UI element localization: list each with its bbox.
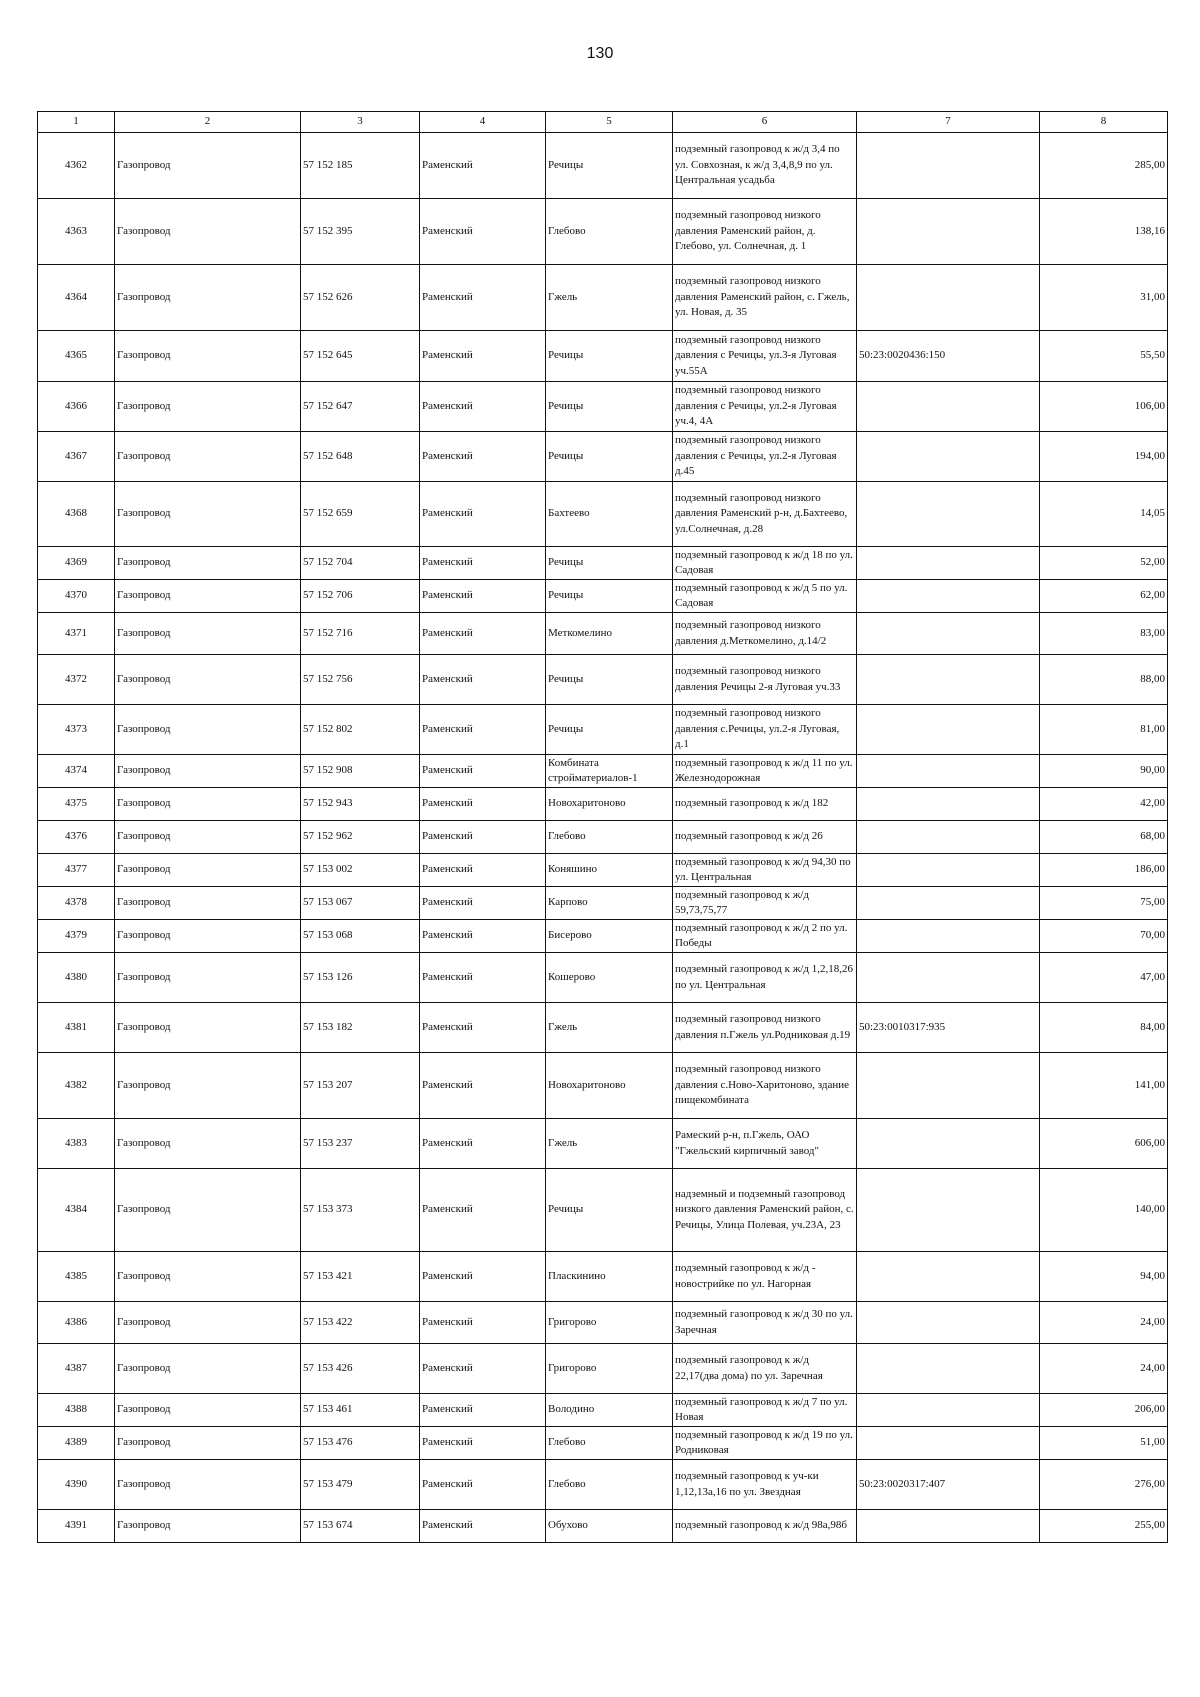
table-row [38,1119,1168,1169]
object-code-cell: 57 152 645 [301,331,420,382]
district-cell: Раменский [420,1252,546,1302]
locality-cell: Новохаритоново [546,1053,673,1119]
object-code-cell: 57 152 962 [301,821,420,854]
row-number-cell: 4381 [38,1003,115,1053]
length-cell: 285,00 [1040,133,1168,199]
table-row [38,331,1168,382]
object-type-cell: Газопровод [115,953,301,1003]
cadastral-number-cell [857,705,1040,755]
district-cell: Раменский [420,1510,546,1543]
table-row [38,1053,1168,1119]
column-header: 2 [115,112,301,133]
column-header: 5 [546,112,673,133]
district-cell: Раменский [420,382,546,432]
object-code-cell: 57 153 067 [301,887,420,920]
table-row [38,1394,1168,1427]
district-cell: Раменский [420,1344,546,1394]
length-cell: 68,00 [1040,821,1168,854]
length-cell: 47,00 [1040,953,1168,1003]
row-number-cell: 4388 [38,1394,115,1427]
length-cell: 70,00 [1040,920,1168,953]
object-code-cell: 57 152 706 [301,580,420,613]
object-type-cell: Газопровод [115,482,301,547]
object-type-cell: Газопровод [115,265,301,331]
description-cell: подземный газопровод к ж/д 18 по ул. Садовая [673,547,857,580]
length-cell: 62,00 [1040,580,1168,613]
cadastral-number-cell: 50:23:0020436:150 [857,331,1040,382]
object-type-cell: Газопровод [115,1510,301,1543]
object-code-cell: 57 152 659 [301,482,420,547]
table-row [38,432,1168,482]
object-code-cell: 57 152 185 [301,133,420,199]
column-header: 4 [420,112,546,133]
object-code-cell: 57 152 943 [301,788,420,821]
object-code-cell: 57 152 908 [301,755,420,788]
table-row [38,265,1168,331]
district-cell: Раменский [420,788,546,821]
description-cell: подземный газопровод к ж/д 98а,98б [673,1510,857,1543]
cadastral-number-cell [857,821,1040,854]
object-type-cell: Газопровод [115,199,301,265]
district-cell: Раменский [420,331,546,382]
row-number-cell: 4369 [38,547,115,580]
table-row [38,580,1168,613]
object-code-cell: 57 153 426 [301,1344,420,1394]
table-row [38,920,1168,953]
object-code-cell: 57 152 716 [301,613,420,655]
locality-cell: Речицы [546,655,673,705]
district-cell: Раменский [420,265,546,331]
row-number-cell: 4368 [38,482,115,547]
locality-cell: Глебово [546,821,673,854]
description-cell: подземный газопровод низкого давления Раменский район, с. Гжель, ул. Новая, д. 35 [673,265,857,331]
description-cell: подземный газопровод низкого давления с Речицы, ул.3-я Луговая уч.55А [673,331,857,382]
object-type-cell: Газопровод [115,854,301,887]
description-cell: подземный газопровод к ж/д 11 по ул. Железнодорожная [673,755,857,788]
row-number-cell: 4375 [38,788,115,821]
locality-cell: Речицы [546,432,673,482]
row-number-cell: 4391 [38,1510,115,1543]
length-cell: 84,00 [1040,1003,1168,1053]
row-number-cell: 4373 [38,705,115,755]
locality-cell: Володино [546,1394,673,1427]
cadastral-number-cell [857,1302,1040,1344]
cadastral-number-cell [857,1119,1040,1169]
object-type-cell: Газопровод [115,1344,301,1394]
object-type-cell: Газопровод [115,655,301,705]
table-row [38,705,1168,755]
cadastral-number-cell [857,1252,1040,1302]
description-cell: подземный газопровод к ж/д 7 по ул. Новая [673,1394,857,1427]
district-cell: Раменский [420,547,546,580]
registry-table [37,111,1168,1543]
table-row [38,382,1168,432]
locality-cell: Гжель [546,265,673,331]
table-row [38,133,1168,199]
object-code-cell: 57 153 373 [301,1169,420,1252]
district-cell: Раменский [420,199,546,265]
description-cell: подземный газопровод к ж/д 22,17(два дома) по ул. Заречная [673,1344,857,1394]
row-number-cell: 4377 [38,854,115,887]
locality-cell: Речицы [546,1169,673,1252]
district-cell: Раменский [420,887,546,920]
object-type-cell: Газопровод [115,1003,301,1053]
cadastral-number-cell [857,133,1040,199]
object-type-cell: Газопровод [115,1394,301,1427]
district-cell: Раменский [420,1003,546,1053]
length-cell: 24,00 [1040,1302,1168,1344]
object-code-cell: 57 152 756 [301,655,420,705]
cadastral-number-cell [857,920,1040,953]
description-cell: подземный газопровод к ж/д 2 по ул. Победы [673,920,857,953]
description-cell: подземный газопровод к ж/д 26 [673,821,857,854]
length-cell: 194,00 [1040,432,1168,482]
cadastral-number-cell [857,1169,1040,1252]
cadastral-number-cell [857,755,1040,788]
object-type-cell: Газопровод [115,1169,301,1252]
district-cell: Раменский [420,655,546,705]
object-type-cell: Газопровод [115,547,301,580]
district-cell: Раменский [420,1460,546,1510]
object-code-cell: 57 152 802 [301,705,420,755]
object-code-cell: 57 153 002 [301,854,420,887]
object-type-cell: Газопровод [115,382,301,432]
object-code-cell: 57 152 704 [301,547,420,580]
object-type-cell: Газопровод [115,788,301,821]
description-cell: подземный газопровод к ж/д 30 по ул. Заречная [673,1302,857,1344]
description-cell: подземный газопровод низкого давления с Речицы, ул.2-я Луговая д.45 [673,432,857,482]
object-type-cell: Газопровод [115,755,301,788]
column-number-header [38,112,1168,133]
row-number-cell: 4366 [38,382,115,432]
length-cell: 186,00 [1040,854,1168,887]
length-cell: 81,00 [1040,705,1168,755]
district-cell: Раменский [420,1394,546,1427]
district-cell: Раменский [420,482,546,547]
object-type-cell: Газопровод [115,1119,301,1169]
locality-cell: Григорово [546,1302,673,1344]
table-row [38,1344,1168,1394]
table-row [38,755,1168,788]
length-cell: 52,00 [1040,547,1168,580]
cadastral-number-cell [857,788,1040,821]
district-cell: Раменский [420,755,546,788]
row-number-cell: 4379 [38,920,115,953]
description-cell: Рамеский р-н, п.Гжель, ОАО "Гжельский кирпичный завод" [673,1119,857,1169]
object-code-cell: 57 153 476 [301,1427,420,1460]
length-cell: 24,00 [1040,1344,1168,1394]
cadastral-number-cell [857,655,1040,705]
district-cell: Раменский [420,854,546,887]
length-cell: 75,00 [1040,887,1168,920]
object-type-cell: Газопровод [115,580,301,613]
description-cell: подземный газопровод низкого давления д.Меткомелино, д.14/2 [673,613,857,655]
cadastral-number-cell [857,547,1040,580]
cadastral-number-cell [857,482,1040,547]
row-number-cell: 4390 [38,1460,115,1510]
locality-cell: Григорово [546,1344,673,1394]
table-row [38,1460,1168,1510]
description-cell: подземный газопровод низкого давления Речицы 2-я Луговая уч.33 [673,655,857,705]
object-type-cell: Газопровод [115,1053,301,1119]
length-cell: 31,00 [1040,265,1168,331]
row-number-cell: 4371 [38,613,115,655]
length-cell: 276,00 [1040,1460,1168,1510]
table-row [38,613,1168,655]
cadastral-number-cell [857,1427,1040,1460]
object-code-cell: 57 152 395 [301,199,420,265]
object-code-cell: 57 153 422 [301,1302,420,1344]
row-number-cell: 4374 [38,755,115,788]
object-code-cell: 57 152 626 [301,265,420,331]
object-type-cell: Газопровод [115,1427,301,1460]
description-cell: подземный газопровод к ж/д 1,2,18,26 по ул. Центральная [673,953,857,1003]
table-row [38,1302,1168,1344]
length-cell: 106,00 [1040,382,1168,432]
locality-cell: Речицы [546,382,673,432]
district-cell: Раменский [420,1427,546,1460]
locality-cell: Бисерово [546,920,673,953]
district-cell: Раменский [420,821,546,854]
district-cell: Раменский [420,1169,546,1252]
locality-cell: Гжель [546,1119,673,1169]
locality-cell: Карпово [546,887,673,920]
object-type-cell: Газопровод [115,821,301,854]
object-code-cell: 57 153 674 [301,1510,420,1543]
locality-cell: Глебово [546,1460,673,1510]
description-cell: подземный газопровод низкого давления Раменский район, д. Глебово, ул. Солнечная, д. 1 [673,199,857,265]
object-type-cell: Газопровод [115,133,301,199]
column-header: 8 [1040,112,1168,133]
table-row [38,547,1168,580]
table-row [38,1003,1168,1053]
description-cell: подземный газопровод низкого давления п.Гжель ул.Родниковая д.19 [673,1003,857,1053]
locality-cell: Бахтеево [546,482,673,547]
locality-cell: Меткомелино [546,613,673,655]
object-type-cell: Газопровод [115,920,301,953]
table-row [38,1427,1168,1460]
object-code-cell: 57 153 068 [301,920,420,953]
length-cell: 141,00 [1040,1053,1168,1119]
description-cell: подземный газопровод к ж/д 182 [673,788,857,821]
row-number-cell: 4383 [38,1119,115,1169]
column-header: 7 [857,112,1040,133]
cadastral-number-cell [857,432,1040,482]
length-cell: 83,00 [1040,613,1168,655]
locality-cell: Гжель [546,1003,673,1053]
district-cell: Раменский [420,133,546,199]
locality-cell: Глебово [546,199,673,265]
object-code-cell: 57 152 647 [301,382,420,432]
cadastral-number-cell [857,265,1040,331]
table-row [38,887,1168,920]
description-cell: подземный газопровод к ж/д 3,4 по ул. Совхозная, к ж/д 3,4,8,9 по ул. Центральная усадьба [673,133,857,199]
length-cell: 255,00 [1040,1510,1168,1543]
district-cell: Раменский [420,613,546,655]
cadastral-number-cell [857,199,1040,265]
object-code-cell: 57 152 648 [301,432,420,482]
locality-cell: Обухово [546,1510,673,1543]
cadastral-number-cell [857,580,1040,613]
object-type-cell: Газопровод [115,1460,301,1510]
object-code-cell: 57 153 237 [301,1119,420,1169]
object-type-cell: Газопровод [115,1302,301,1344]
length-cell: 94,00 [1040,1252,1168,1302]
cadastral-number-cell [857,382,1040,432]
district-cell: Раменский [420,580,546,613]
cadastral-number-cell [857,887,1040,920]
row-number-cell: 4364 [38,265,115,331]
row-number-cell: 4372 [38,655,115,705]
cadastral-number-cell [857,854,1040,887]
locality-cell: Новохаритоново [546,788,673,821]
locality-cell: Речицы [546,331,673,382]
description-cell: подземный газопровод к ж/д 59,73,75,77 [673,887,857,920]
cadastral-number-cell [857,1510,1040,1543]
row-number-cell: 4384 [38,1169,115,1252]
description-cell: надземный и подземный газопровод низкого давления Раменский район, с. Речицы, Улица Полевая, уч.23А, 23 [673,1169,857,1252]
row-number-cell: 4387 [38,1344,115,1394]
locality-cell: Пласкинино [546,1252,673,1302]
table-row [38,199,1168,265]
cadastral-number-cell [857,1053,1040,1119]
length-cell: 42,00 [1040,788,1168,821]
row-number-cell: 4382 [38,1053,115,1119]
locality-cell: Комбината стройматериалов-1 [546,755,673,788]
locality-cell: Кошерово [546,953,673,1003]
length-cell: 206,00 [1040,1394,1168,1427]
length-cell: 140,00 [1040,1169,1168,1252]
description-cell: подземный газопровод к ж/д 5 по ул. Садовая [673,580,857,613]
length-cell: 51,00 [1040,1427,1168,1460]
locality-cell: Речицы [546,705,673,755]
table-row [38,821,1168,854]
locality-cell: Речицы [546,547,673,580]
table-row [38,655,1168,705]
description-cell: подземный газопровод низкого давления с.Ново-Харитоново, здание пищекомбината [673,1053,857,1119]
object-type-cell: Газопровод [115,705,301,755]
cadastral-number-cell [857,1394,1040,1427]
row-number-cell: 4370 [38,580,115,613]
object-code-cell: 57 153 182 [301,1003,420,1053]
object-type-cell: Газопровод [115,432,301,482]
length-cell: 606,00 [1040,1119,1168,1169]
column-header: 1 [38,112,115,133]
row-number-cell: 4386 [38,1302,115,1344]
district-cell: Раменский [420,1302,546,1344]
table-row [38,953,1168,1003]
object-type-cell: Газопровод [115,1252,301,1302]
description-cell: подземный газопровод низкого давления Раменский р-н, д.Бахтеево, ул.Солнечная, д.28 [673,482,857,547]
length-cell: 55,50 [1040,331,1168,382]
district-cell: Раменский [420,953,546,1003]
table-row [38,1169,1168,1252]
object-code-cell: 57 153 126 [301,953,420,1003]
district-cell: Раменский [420,920,546,953]
district-cell: Раменский [420,705,546,755]
table-row [38,788,1168,821]
object-code-cell: 57 153 421 [301,1252,420,1302]
table-row [38,1252,1168,1302]
cadastral-number-cell [857,953,1040,1003]
locality-cell: Речицы [546,580,673,613]
cadastral-number-cell [857,613,1040,655]
length-cell: 88,00 [1040,655,1168,705]
row-number-cell: 4362 [38,133,115,199]
description-cell: подземный газопровод к ж/д - новострийке по ул. Нагорная [673,1252,857,1302]
row-number-cell: 4376 [38,821,115,854]
district-cell: Раменский [420,1053,546,1119]
column-header: 3 [301,112,420,133]
row-number-cell: 4365 [38,331,115,382]
locality-cell: Глебово [546,1427,673,1460]
cadastral-number-cell: 50:23:0010317:935 [857,1003,1040,1053]
object-code-cell: 57 153 461 [301,1394,420,1427]
row-number-cell: 4380 [38,953,115,1003]
cadastral-number-cell: 50:23:0020317:407 [857,1460,1040,1510]
length-cell: 138,16 [1040,199,1168,265]
description-cell: подземный газопровод к уч-ки 1,12,13а,16 по ул. Звездная [673,1460,857,1510]
row-number-cell: 4378 [38,887,115,920]
row-number-cell: 4389 [38,1427,115,1460]
description-cell: подземный газопровод низкого давления с.Речицы, ул.2-я Луговая, д.1 [673,705,857,755]
length-cell: 14,05 [1040,482,1168,547]
table-row [38,482,1168,547]
district-cell: Раменский [420,1119,546,1169]
object-code-cell: 57 153 479 [301,1460,420,1510]
row-number-cell: 4363 [38,199,115,265]
district-cell: Раменский [420,432,546,482]
length-cell: 90,00 [1040,755,1168,788]
locality-cell: Речицы [546,133,673,199]
description-cell: подземный газопровод низкого давления с Речицы, ул.2-я Луговая уч.4, 4А [673,382,857,432]
column-header: 6 [673,112,857,133]
description-cell: подземный газопровод к ж/д 94,30 по ул. Центральная [673,854,857,887]
page-number: 130 [586,45,614,62]
object-type-cell: Газопровод [115,887,301,920]
object-type-cell: Газопровод [115,331,301,382]
row-number-cell: 4367 [38,432,115,482]
table-row [38,1510,1168,1543]
row-number-cell: 4385 [38,1252,115,1302]
cadastral-number-cell [857,1344,1040,1394]
description-cell: подземный газопровод к ж/д 19 по ул. Родниковая [673,1427,857,1460]
locality-cell: Коняшино [546,854,673,887]
table-row [38,854,1168,887]
object-type-cell: Газопровод [115,613,301,655]
object-code-cell: 57 153 207 [301,1053,420,1119]
